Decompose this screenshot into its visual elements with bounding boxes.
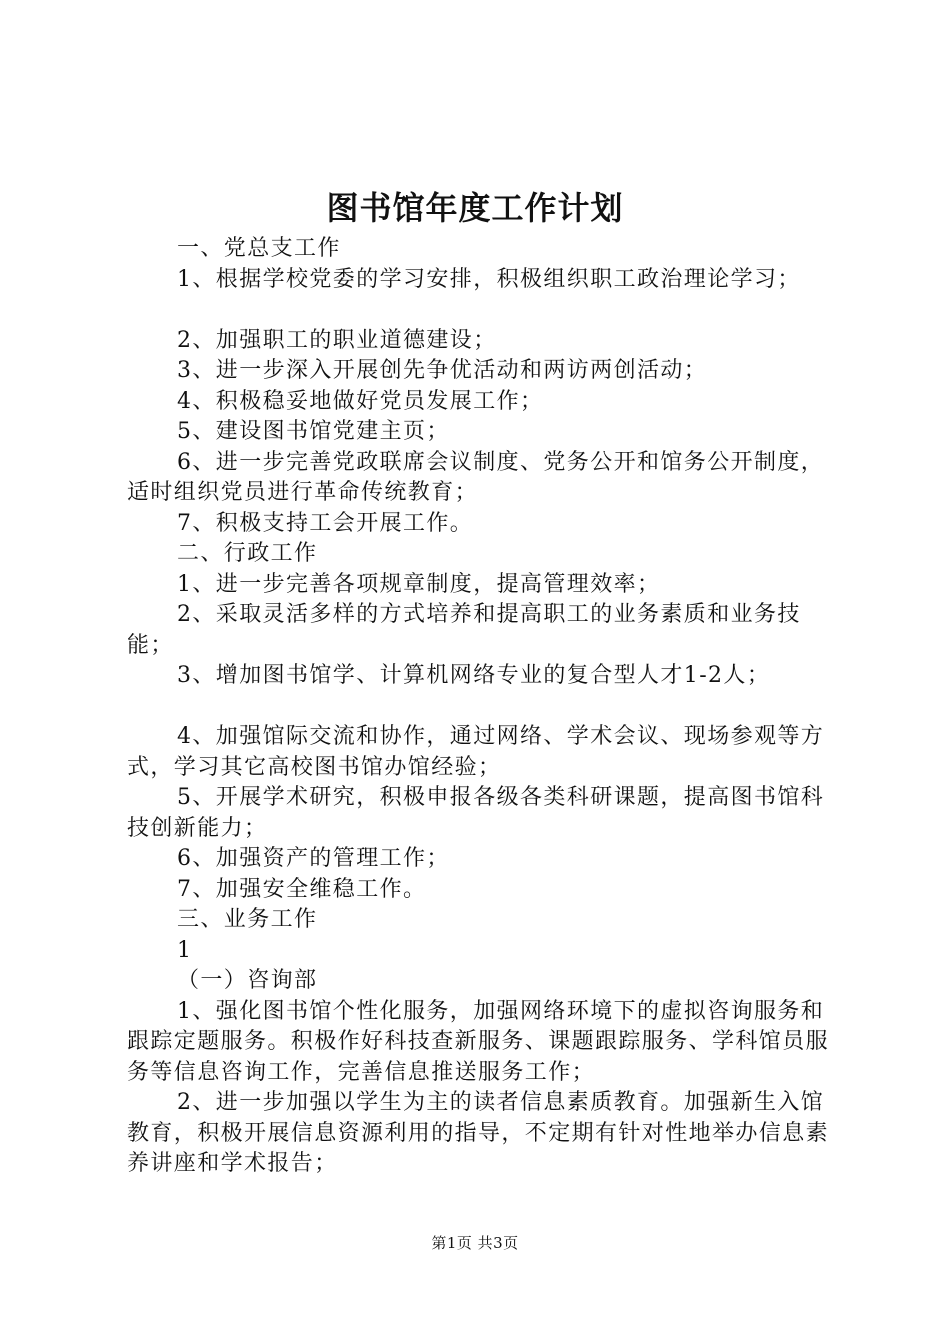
paragraph: 5、建设图书馆党建主页；: [177, 419, 450, 444]
blank-line: [127, 692, 835, 723]
paragraph: 6、进一步完善党政联席会议制度、党务公开和馆务公开制度，适时组织党员进行革命传统教育；: [127, 449, 825, 505]
blank-line: [127, 295, 835, 326]
paragraph: 1、进一步完善各项规章制度，提高管理效率；: [177, 571, 661, 597]
paragraph: 1、强化图书馆个性化服务，加强网络环境下的虚拟咨询服务和跟踪定题服务。积极作好科技查新服务、课题跟踪服务、学科馆员服务等信息咨询工作，完善信息推送服务工作；: [127, 998, 830, 1085]
paragraph: 2、进一步加强以学生为主的读者信息素质教育。加强新生入馆教育，积极开展信息资源利用的指导，不定期有针对性地举办信息素养讲座和学术报告；: [127, 1090, 830, 1176]
paragraph: 7、积极支持工会开展工作。: [177, 510, 474, 536]
paragraph: 5、开展学术研究，积极申报各级各类科研课题，提高图书馆科技创新能力；: [127, 785, 825, 841]
paragraph: 3、增加图书馆学、计算机网络专业的复合型人才1-2人；: [177, 663, 771, 688]
section-heading: 三、业务工作: [177, 907, 318, 932]
paragraph: 3、进一步深入开展创先争优活动和两访两创活动；: [177, 358, 708, 383]
section-heading: 一、党总支工作: [177, 236, 341, 261]
paragraph: 1、根据学校党委的学习安排，积极组织职工政治理论学习；: [177, 266, 801, 292]
paragraph: 2、加强职工的职业道德建设；: [177, 327, 497, 353]
page-footer: 第1页 共3页: [431, 1234, 519, 1252]
paragraph: 4、加强馆际交流和协作，通过网络、学术会议、现场参观等方式，学习其它高校图书馆办馆经验；: [127, 724, 825, 780]
paragraph: 6、加强资产的管理工作；: [177, 846, 450, 871]
subsection-heading: （一）咨询部: [177, 968, 318, 993]
paragraph: 7、加强安全维稳工作。: [177, 876, 427, 902]
paragraph: 4、积极稳妥地做好党员发展工作；: [177, 388, 544, 414]
section-heading: 二、行政工作: [177, 541, 318, 566]
paragraph: 2、采取灵活多样的方式培养和提高职工的业务素质和业务技能；: [127, 602, 801, 658]
paragraph: 1: [177, 937, 193, 963]
document-title: 图书馆年度工作计划: [326, 189, 624, 227]
document-body: [127, 234, 835, 1180]
